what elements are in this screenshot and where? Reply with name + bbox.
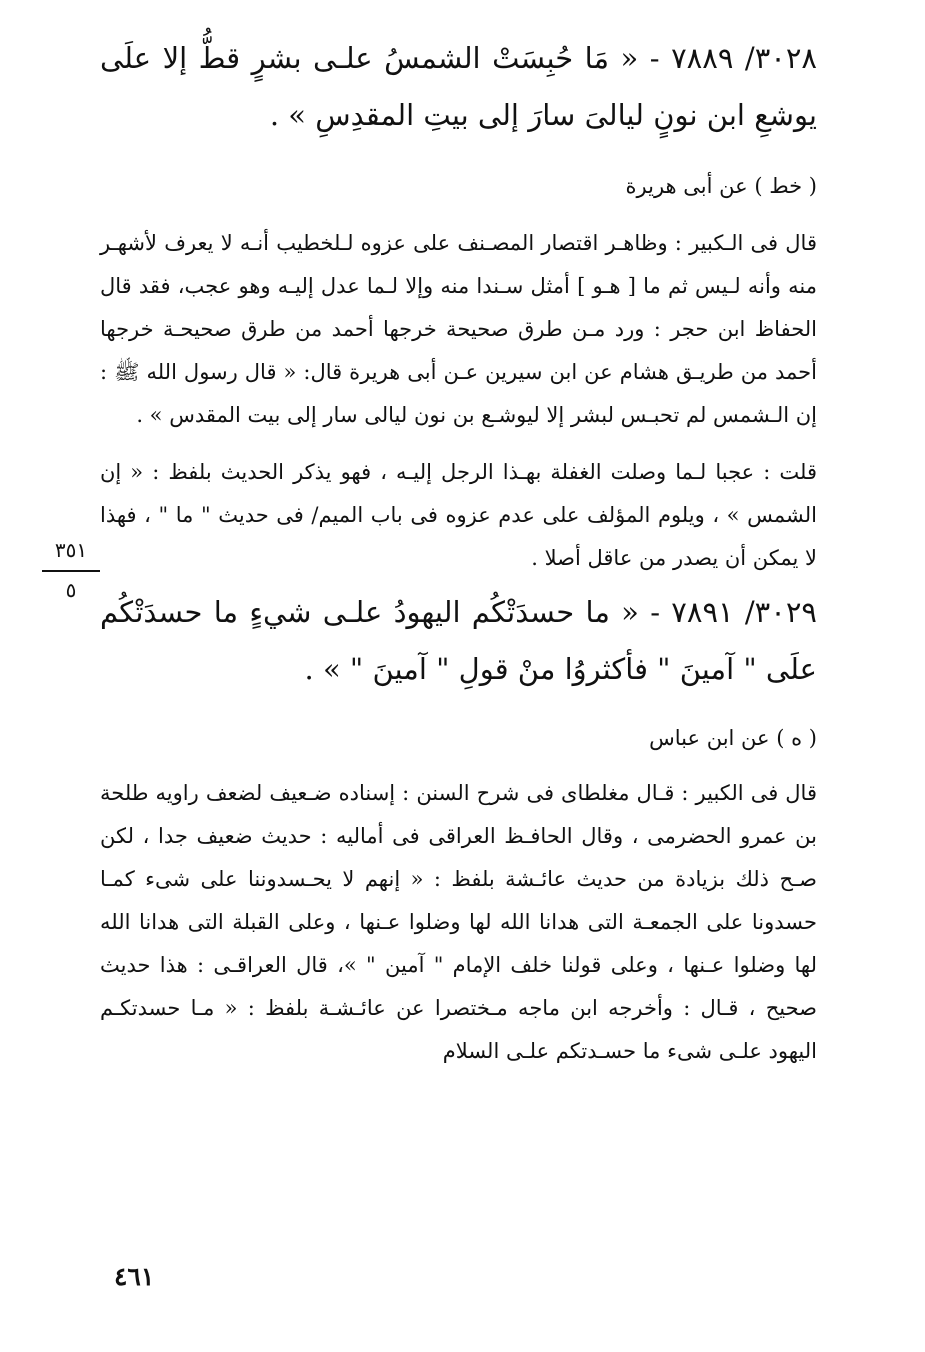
- page-number: ٤٦١: [114, 1262, 155, 1291]
- margin-reference-top: ٣٥١: [54, 538, 88, 562]
- hadith-3029: ٣٠٢٩/ ٧٨٩١ - « ما حسدَتْكُم اليهودُ علـى شيءٍ ما حسدَتْكُم علَى " آمينَ " فأكثروُا منْ قولِ " آمينَ " » .: [100, 595, 817, 686]
- hadith-3028: ٣٠٢٨/ ٧٨٨٩ - « مَا حُبِسَتْ الشمسُ علـى بشرٍ قطُّ إلا علَى يوشعِ ابن نونٍ ليالىَ سارَ إلى بيتِ المقدِسِ » .: [100, 41, 817, 132]
- page-body: [100, 30, 817, 1352]
- hadith-source-1: ( خط ) عن أبى هريرة: [625, 174, 817, 198]
- commentary-paragraph-3: قال فى الكبير : قـال مغلطاى فى شرح السنن : إسناده ضـعيف لضعف راويه طلحة بن عمرو الحضرمى ، وقال الحافـظ العراقى فى أماليه : حديث ضعيف جدا ، لكن صـح ذلك بزيادة من حديث عائـشة بلفظ : « إنهم لا يحـسدوننا على شىء كمـا حسدونا على الجمعـة التى هدانا الله لها وضلوا عـنها ، وعلى القبلة التى هدانا الله لها وضلوا عـنها ، وعلى قولنا خلف الإمام " آمين " »، قال العراقـى : هذا حديث صحيح ، قـال : وأخرجه ابن ماجه مـختصرا عن عائـشـة بلفظ : « مـا حسدتكـم اليهود علـى شىء ما حسـدتكم علـى السلام: [100, 781, 817, 1063]
- margin-reference-divider: [42, 570, 100, 572]
- hadith-source-2: ( ه ) عن ابن عباس: [649, 726, 817, 750]
- commentary-paragraph-2: قلت : عجبا لـما وصلت الغفلة بهـذا الرجل إليـه ، فهو يذكر الحديث بلفظ : « إن الشمس » ، ويلوم المؤلف على عدم عزوه فى باب الميم/ فى حديث " ما " ، فهذا لا يمكن أن يصدر من عاقل أصلا .: [100, 460, 817, 570]
- commentary-paragraph-1: قال فى الـكبير : وظاهـر اقتصار المصـنف على عزوه لـلخطيب أنـه لا يعرف لأشهـر منه وأنه لـيس ثم ما [ هـو ] أمثل سـندا منه وإلا لـما عدل إليـه وهو عجب، فقد قال الحفاظ ابن حجر : ورد مـن طرق صحيحة خرجها أحمد من طرق صحيحـة خرجها أحمد من طريـق هشام عن ابن سيرين عـن أبى هريرة قال: « قال رسول الله ﷺ : إن الـشمس لم تحبـس لبشر إلا ليوشـع بن نون ليالى سار إلى بيت المقدس » .: [100, 231, 817, 427]
- margin-reference: [42, 536, 100, 604]
- margin-reference-bottom: ٥: [65, 578, 77, 602]
